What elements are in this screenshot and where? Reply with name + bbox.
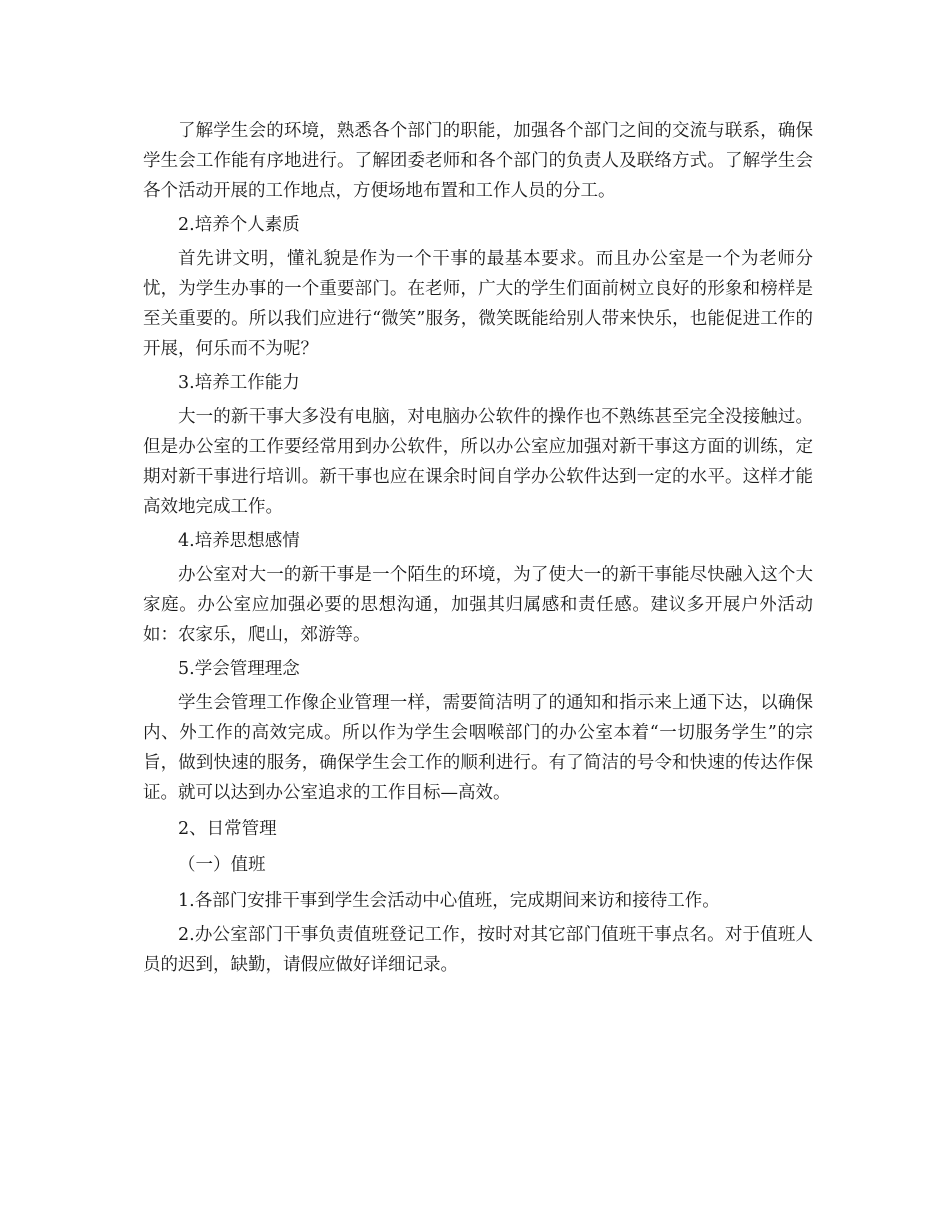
paragraph-work-ability: 大一的新干事大多没有电脑，对电脑办公软件的操作也不熟练甚至完全没接触过。但是办公室的工作要经常用到办公软件，所以办公室应加强对新干事这方面的训练，定期对新干事进行培训。新干事也应在课余时间自学办公软件达到一定的水平。这样才能高效地完成工作。 <box>143 407 813 517</box>
heading-daily-management: 2、日常管理 <box>178 819 277 839</box>
heading-duty: （一）值班 <box>178 855 266 875</box>
paragraph-duty-arrangement: 1.各部门安排干事到学生会活动中心值班，完成期间来访和接待工作。 <box>178 891 720 911</box>
paragraph-department-environment: 了解学生会的环境，熟悉各个部门的职能，加强各个部门之间的交流与联系，确保学生会工作能有序地进行。了解团委老师和各个部门的负责人及联络方式。了解学生会各个活动开展的工作地点，方便场地布置和工作人员的分工。 <box>143 121 813 201</box>
heading-work-ability: 3.培养工作能力 <box>178 373 300 393</box>
heading-management-concept: 5.学会管理理念 <box>178 659 300 679</box>
heading-thought-feeling: 4.培养思想感情 <box>178 531 300 551</box>
document-body <box>143 116 813 980</box>
paragraph-duty-registration: 2.办公室部门干事负责值班登记工作，按时对其它部门值班干事点名。对于值班人员的迟到，缺勤，请假应做好详细记录。 <box>143 925 813 975</box>
paragraph-personal-quality: 首先讲文明，懂礼貌是作为一个干事的最基本要求。而且办公室是一个为老师分忧，为学生办事的一个重要部门。在老师，广大的学生们面前树立良好的形象和榜样是至关重要的。所以我们应进行“微笑”服务，微笑既能给别人带来快乐，也能促进工作的开展，何乐而不为呢？ <box>143 249 813 359</box>
paragraph-management-concept: 学生会管理工作像企业管理一样，需要简洁明了的通知和指示来上通下达，以确保内、外工作的高效完成。所以作为学生会咽喉部门的办公室本着“一切服务学生”的宗旨，做到快速的服务，确保学生会工作的顺利进行。有了简洁的号令和快速的传达作保证。就可以达到办公室追求的工作目标—高效。 <box>143 693 813 803</box>
paragraph-thought-feeling: 办公室对大一的新干事是一个陌生的环境，为了使大一的新干事能尽快融入这个大家庭。办公室应加强必要的思想沟通，加强其归属感和责任感。建议多开展户外活动如：农家乐，爬山，郊游等。 <box>143 565 813 645</box>
heading-personal-quality: 2.培养个人素质 <box>178 215 300 235</box>
